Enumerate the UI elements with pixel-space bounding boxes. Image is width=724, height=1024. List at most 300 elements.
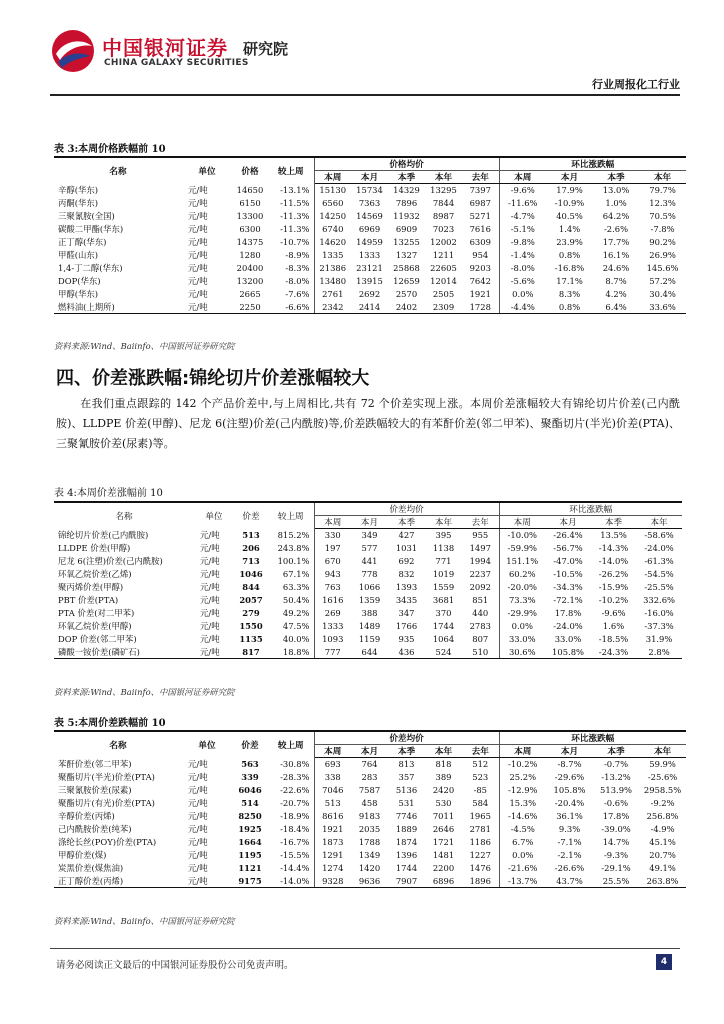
- table-cell: -10.2%: [508, 759, 538, 770]
- table-cell: 12014: [430, 276, 457, 286]
- table-cell: 1159: [358, 634, 381, 644]
- table-cell: 2783: [462, 620, 499, 633]
- table-cell: 8.7%: [605, 276, 627, 286]
- table-cell: 60.2%: [508, 569, 536, 579]
- table-cell: -4.7%: [510, 211, 535, 221]
- table-cell: 2420: [432, 785, 455, 795]
- table-cell: 元/吨: [188, 863, 208, 873]
- table-cell: 1121: [238, 863, 262, 873]
- table-cell: -10.2%: [598, 595, 629, 605]
- table-cell: 2237: [462, 568, 499, 581]
- table-cell: DOP(华东): [58, 276, 101, 286]
- footer-divider: [50, 948, 680, 949]
- table-cell: 9203: [462, 262, 499, 275]
- table-cell: 14620: [319, 237, 347, 247]
- sub-header-cell: 本年: [425, 516, 462, 529]
- table-cell: 1211: [432, 250, 455, 260]
- table-cell: 13480: [319, 276, 347, 286]
- table-cell: 元/吨: [188, 824, 208, 834]
- table-cell: 1093: [322, 634, 344, 644]
- table-cell: 1333: [358, 250, 381, 260]
- table-cell: -20.0%: [507, 582, 537, 592]
- table-cell: 1664: [238, 837, 262, 847]
- table-cell: 三聚氰胺(全国): [58, 211, 115, 221]
- table-cell: 2200: [432, 863, 455, 873]
- table-cell: 元/吨: [188, 837, 208, 847]
- table-row: [54, 581, 682, 594]
- table-cell: 197: [324, 543, 341, 553]
- table-cell: 70.5%: [649, 211, 676, 221]
- table-cell: 955: [462, 529, 499, 542]
- table-cell: 8.3%: [558, 289, 581, 299]
- sub-header-cell: 本周: [499, 516, 545, 529]
- table-cell: 元/吨: [188, 211, 208, 221]
- table-cell: 5271: [462, 210, 499, 223]
- table-cell: 513: [242, 530, 260, 540]
- table-cell: 正丁醇价差(丙烯): [54, 875, 182, 888]
- sub-header-cell: 本季: [388, 745, 425, 758]
- table-cell: 1.6%: [602, 621, 625, 631]
- table-cell: 1138: [432, 543, 455, 553]
- table-cell: 20400: [236, 263, 264, 273]
- table-cell: 元/吨: [188, 276, 208, 286]
- table-cell: -26.4%: [553, 530, 583, 541]
- table-cell: 元/吨: [200, 543, 220, 553]
- sub-header-cell: 去年: [462, 516, 499, 529]
- table-cell: 12002: [430, 237, 457, 247]
- sub-header-cell: 本月: [351, 171, 388, 184]
- table-row: [54, 210, 686, 223]
- table-cell: 332.6%: [643, 595, 675, 605]
- table-cell: 6150: [239, 198, 261, 208]
- table-cell: 9328: [314, 875, 351, 888]
- table-cell: 73.3%: [508, 595, 536, 605]
- table-cell: 349: [361, 530, 378, 541]
- sub-header-cell: 本周: [314, 516, 351, 529]
- table-cell: 531: [398, 798, 415, 808]
- table-cell: 1550: [239, 621, 263, 631]
- table-cell: 尼龙 6(注塑)价差(己内酰胺): [58, 556, 163, 566]
- table-cell: -0.7%: [603, 759, 629, 770]
- table-cell: 环氧乙烷价差(甲醇): [58, 621, 132, 631]
- table5-body: [54, 758, 686, 888]
- table-cell: 25868: [393, 263, 420, 273]
- table-cell: 0.0%: [512, 289, 534, 299]
- table-cell: 0.0%: [511, 621, 533, 631]
- table-cell: -8.9%: [268, 249, 314, 262]
- table-cell: 1,4-丁二醇(华东): [58, 263, 123, 273]
- table-cell: 279: [242, 608, 260, 618]
- table-cell: 25.2%: [509, 772, 537, 782]
- sub-header-cell: 本年: [636, 516, 682, 529]
- report-type: 行业周报化工行业: [592, 78, 680, 91]
- table4-body: [54, 529, 682, 659]
- table-cell: -25.6%: [647, 772, 678, 782]
- table-cell: 聚酯切片(半光)价差(PTA): [58, 772, 155, 782]
- table-cell: -14.3%: [598, 543, 629, 553]
- table-cell: 1994: [462, 555, 499, 568]
- table5-source: 资料来源:Wind、Baiinfo、中国银河证券研究院: [54, 916, 235, 926]
- table-cell: 2057: [239, 595, 263, 605]
- table-cell: 2665: [239, 289, 261, 299]
- table-cell: -11.3%: [268, 223, 314, 236]
- table-cell: -26.6%: [554, 863, 585, 873]
- table-cell: 145.6%: [646, 263, 679, 273]
- table-cell: 1721: [432, 837, 455, 847]
- table-cell: 元/吨: [188, 198, 208, 208]
- table-cell: -15.9%: [598, 582, 629, 592]
- table-cell: 2692: [358, 289, 381, 299]
- table-cell: 15734: [356, 185, 383, 196]
- table-cell: 807: [462, 633, 499, 646]
- table-row: [54, 249, 686, 262]
- table-cell: 530: [435, 798, 452, 808]
- table-row: [54, 849, 686, 862]
- table-cell: 2761: [322, 289, 344, 299]
- table-cell: 7896: [395, 198, 418, 208]
- table-cell: 23121: [356, 263, 383, 273]
- table-cell: 元/吨: [188, 289, 208, 299]
- table-cell: 1195: [238, 850, 262, 860]
- table-cell: 818: [435, 759, 452, 770]
- table-cell: -7.6%: [268, 288, 314, 301]
- table-cell: 105.8%: [553, 785, 586, 795]
- sub-header-cell: 本月: [546, 171, 593, 184]
- table3-body: [54, 184, 686, 314]
- table-cell: 14650: [236, 185, 264, 195]
- table-cell: 1744: [395, 863, 418, 873]
- table-cell: 43.7%: [546, 875, 593, 888]
- table-cell: 6309: [462, 236, 499, 249]
- table-cell: 644: [351, 646, 388, 659]
- table-cell: -8.7%: [557, 759, 582, 770]
- table-cell: 370: [435, 608, 452, 618]
- table-cell: 1497: [462, 542, 499, 555]
- sub-header-cell: 本周: [499, 171, 546, 184]
- table-cell: 1186: [462, 836, 499, 849]
- table-cell: 33.0%: [554, 634, 582, 644]
- table-cell: 23.9%: [556, 237, 583, 247]
- table-cell: 7397: [462, 184, 499, 197]
- table-cell: 7642: [462, 275, 499, 288]
- logo-english-name: CHINA GALAXY SECURITIES: [104, 58, 249, 68]
- table-cell: 49.2%: [268, 607, 314, 620]
- table-cell: 9175: [232, 875, 268, 888]
- table-cell: 57.2%: [649, 276, 676, 286]
- table-cell: 甲醛(山东): [58, 250, 99, 260]
- table-cell: 7011: [432, 811, 455, 821]
- table-row: [54, 555, 682, 568]
- sub-header-cell: 本年: [639, 745, 686, 758]
- table-cell: -25.5%: [644, 582, 674, 592]
- table-cell: 151.1%: [506, 556, 539, 566]
- table-cell: 31.9%: [645, 634, 673, 644]
- table-cell: DOP 价差(邻二甲苯): [58, 634, 137, 644]
- sub-header-cell: 本季: [388, 171, 425, 184]
- table-cell: 元/吨: [182, 301, 232, 314]
- table-cell: 832: [398, 569, 415, 579]
- table-cell: 元/吨: [200, 556, 220, 566]
- table-cell: 辛醇价差(丙烯): [58, 811, 115, 821]
- table-cell: 1481: [432, 850, 455, 860]
- table-cell: 13200: [236, 276, 264, 286]
- logo-chinese-name: 中国银河证券: [102, 36, 228, 60]
- table-row: [54, 301, 686, 314]
- table-cell: 815.2%: [268, 529, 314, 542]
- header-wow: 较上周: [268, 502, 314, 529]
- table-cell: -7.1%: [557, 837, 582, 847]
- table-cell: 6969: [358, 224, 381, 234]
- sub-header-cell: 本季: [591, 516, 636, 529]
- table-cell: 12.3%: [649, 198, 676, 208]
- table-cell: 67.1%: [268, 568, 314, 581]
- table-cell: 269: [324, 608, 341, 618]
- table-cell: -8.0%: [510, 263, 535, 273]
- table-cell: 357: [398, 772, 415, 782]
- table-cell: -18.5%: [598, 634, 629, 644]
- table-cell: 1031: [395, 543, 418, 553]
- header-divider: [50, 94, 680, 96]
- table-cell: -58.6%: [644, 530, 674, 541]
- page-header: [50, 22, 680, 92]
- galaxy-logo-icon: [50, 28, 96, 74]
- table-cell: 13300: [236, 211, 264, 221]
- table5-caption: 表 5:本周价差跌幅前 10: [54, 718, 166, 729]
- sub-header-cell: 本年: [425, 171, 462, 184]
- header-price: 价格: [232, 157, 268, 184]
- table-cell: 851: [462, 594, 499, 607]
- table-cell: 炭黑价差(煤焦油): [58, 863, 124, 873]
- table-cell: 1335: [322, 250, 344, 260]
- table-cell: 1559: [432, 582, 455, 592]
- table-cell: 2402: [388, 301, 425, 314]
- table-cell: -11.6%: [508, 198, 538, 208]
- table-cell: 元/吨: [188, 772, 208, 782]
- table-row: [54, 607, 682, 620]
- table-cell: 14375: [236, 237, 264, 247]
- table-cell: 1766: [395, 621, 418, 631]
- table-cell: 元/吨: [200, 608, 220, 618]
- table-cell: -9.6%: [601, 608, 626, 618]
- table-cell: 2570: [395, 289, 418, 299]
- table-cell: 元/吨: [188, 224, 208, 234]
- table-cell: -61.3%: [644, 556, 674, 566]
- table-cell: 1291: [322, 850, 344, 860]
- table-row: [54, 275, 686, 288]
- table4: [54, 501, 682, 659]
- table-cell: 692: [398, 556, 415, 566]
- table-cell: 514: [241, 798, 259, 808]
- sub-header-cell: 本季: [593, 745, 639, 758]
- table-cell: -54.5%: [644, 569, 674, 579]
- table-cell: 3681: [432, 595, 455, 605]
- table-cell: -1.4%: [510, 250, 535, 260]
- table-cell: 2505: [432, 289, 455, 299]
- table-cell: 1019: [432, 569, 455, 579]
- table-cell: -85: [462, 784, 499, 797]
- table-cell: -14.6%: [508, 811, 538, 821]
- table-cell: 513.9%: [600, 785, 632, 795]
- table-cell: 17.7%: [602, 237, 630, 247]
- table-cell: 764: [361, 759, 378, 770]
- table-row: [54, 633, 682, 646]
- table-cell: 954: [462, 249, 499, 262]
- table-cell: 1396: [395, 850, 418, 860]
- table-cell: 14959: [356, 237, 383, 247]
- table-cell: 16.1%: [602, 250, 630, 260]
- table-cell: 1274: [322, 863, 344, 873]
- table-cell: 14329: [393, 185, 420, 196]
- table-cell: -11.3%: [268, 210, 314, 223]
- table-cell: -21.6%: [508, 863, 538, 873]
- table-cell: 25.5%: [593, 875, 639, 888]
- table-cell: 1333: [322, 621, 344, 631]
- table-cell: 1921: [322, 824, 344, 834]
- table-cell: 513: [324, 798, 341, 808]
- table-cell: 元/吨: [200, 634, 220, 644]
- table-cell: 1.0%: [605, 198, 627, 208]
- table-row: [54, 784, 686, 797]
- table-cell: 1925: [238, 824, 262, 834]
- table-cell: 8616: [322, 811, 344, 821]
- table4-source: 资料来源:Wind、Baiinfo、中国银河证券研究院: [54, 687, 235, 697]
- table-cell: -13.1%: [268, 184, 314, 197]
- table-cell: -10.5%: [553, 569, 583, 579]
- section-title: 四、价差涨跌幅:锦纶切片价差涨幅较大: [56, 368, 370, 389]
- table-cell: 17.8%: [602, 811, 630, 821]
- table-cell: 1066: [358, 582, 381, 592]
- table-cell: 1359: [358, 595, 381, 605]
- table-cell: 甲醇价差(煤): [58, 850, 107, 860]
- table-cell: 2958.5%: [643, 785, 682, 795]
- table-cell: 2781: [462, 823, 499, 836]
- section-paragraph: 在我们重点跟踪的 142 个产品价差中,与上周相比,共有 72 个价差实现上涨。本周价差涨幅较大有锦纶切片价差(己内酰胺)、LLDPE 价差(甲醇)、尼龙 6(注塑)价差(己内酰胺)等,价差跌幅较大的有苯酐价差(邻二甲苯)、聚酯切片(半光)价差(PTA)、三聚氰胺价差(尿素)等。: [56, 397, 680, 450]
- table-cell: 330: [324, 530, 341, 541]
- table-cell: 6896: [425, 875, 462, 888]
- table-cell: -20.7%: [268, 797, 314, 810]
- table-cell: 22605: [430, 263, 457, 273]
- table-cell: 943: [324, 569, 341, 579]
- table-cell: 7046: [322, 785, 344, 795]
- table-cell: -26.2%: [598, 569, 629, 579]
- table-cell: -5.1%: [510, 224, 535, 234]
- table-cell: 元/吨: [188, 250, 208, 260]
- table-cell: 13.5%: [600, 530, 627, 541]
- table-row: [54, 875, 686, 888]
- table-cell: 283: [361, 772, 378, 782]
- table-cell: 聚丙烯价差(甲醇): [58, 582, 124, 592]
- table-cell: -29.1%: [601, 863, 631, 873]
- table-cell: 563: [241, 759, 259, 769]
- table-cell: -18.9%: [268, 810, 314, 823]
- table-cell: 7907: [388, 875, 425, 888]
- table-cell: -34.3%: [553, 582, 583, 592]
- table-cell: 元/吨: [188, 185, 208, 195]
- table-cell: 三聚氰胺价差(尿素): [58, 785, 132, 795]
- table-row: [54, 810, 686, 823]
- table-cell: 7746: [395, 811, 418, 821]
- table-cell: -16.7%: [268, 836, 314, 849]
- table-cell: -10.7%: [268, 236, 314, 249]
- header-name: 名称: [54, 502, 194, 529]
- table-cell: 6740: [322, 224, 344, 234]
- table-cell: 1349: [358, 850, 381, 860]
- table-cell: 206: [242, 543, 260, 553]
- footer-disclaimer: 请务必阅读正文最后的中国银河证券股份公司免责声明。: [56, 960, 294, 971]
- table-cell: 0.8%: [546, 301, 593, 314]
- table-row: [54, 529, 682, 542]
- table-cell: 正丁醇(华东): [58, 237, 107, 247]
- table-cell: PBT 价差(PTA): [58, 595, 119, 605]
- table-cell: -9.2%: [650, 798, 675, 808]
- table-cell: -39.0%: [601, 824, 631, 834]
- table-cell: 813: [398, 759, 415, 770]
- sub-header-cell: 去年: [462, 171, 499, 184]
- table-cell: 33.6%: [639, 301, 686, 314]
- sub-header-cell: 本周: [314, 171, 351, 184]
- table-cell: -72.1%: [553, 595, 583, 605]
- table-cell: 79.7%: [649, 185, 676, 196]
- table-cell: 63.3%: [268, 581, 314, 594]
- table-cell: 59.9%: [649, 759, 676, 770]
- table-cell: -4.5%: [510, 824, 535, 834]
- table-cell: 18.8%: [268, 646, 314, 659]
- table-cell: 1965: [462, 810, 499, 823]
- table-cell: PTA 价差(对二甲苯): [58, 608, 135, 618]
- table-cell: 1420: [358, 863, 381, 873]
- table-cell: 6300: [239, 224, 261, 234]
- table-cell: 577: [361, 543, 378, 553]
- table-cell: 14.7%: [602, 837, 630, 847]
- table-row: [54, 823, 686, 836]
- table-cell: 6560: [322, 198, 344, 208]
- table-cell: 13915: [356, 276, 383, 286]
- table-cell: 1889: [395, 824, 418, 834]
- table-cell: -29.6%: [554, 772, 585, 782]
- table-cell: 2342: [314, 301, 351, 314]
- table-cell: 4.2%: [605, 289, 627, 299]
- table-cell: 7616: [462, 223, 499, 236]
- sub-header-cell: 去年: [462, 745, 499, 758]
- table-cell: 1393: [395, 582, 418, 592]
- sub-header-cell: 本月: [546, 745, 593, 758]
- table-cell: 24.6%: [602, 263, 630, 273]
- table-cell: 碳酸二甲酯(华东): [58, 224, 124, 234]
- table-cell: 20.7%: [649, 850, 676, 860]
- table-cell: -22.6%: [268, 784, 314, 797]
- table-cell: -2.6%: [603, 224, 629, 234]
- table-cell: 锦纶切片价差(己内酰胺): [58, 530, 149, 540]
- table-cell: 元/吨: [188, 850, 208, 860]
- table-cell: -14.0%: [598, 556, 629, 566]
- table-cell: -59.9%: [507, 543, 537, 553]
- table3-caption: 表 3:本周价格跌幅前 10: [54, 144, 166, 155]
- table-cell: 环氧乙烷价差(乙烯): [58, 569, 132, 579]
- table-cell: -8.3%: [268, 262, 314, 275]
- table-cell: 1.4%: [558, 224, 581, 234]
- table-row: [54, 836, 686, 849]
- header-wow: 较上周: [268, 157, 314, 184]
- table-row: [54, 646, 682, 659]
- table-cell: 8987: [432, 211, 455, 221]
- header-spread: 价差: [232, 731, 268, 758]
- header-change-group: 环比涨跌幅: [499, 731, 686, 745]
- table-cell: 1874: [395, 837, 418, 847]
- table-cell: 元/吨: [194, 646, 234, 659]
- table-cell: -13.2%: [601, 772, 631, 782]
- table-cell: 元/吨: [188, 785, 208, 795]
- table-cell: 17.8%: [554, 608, 582, 618]
